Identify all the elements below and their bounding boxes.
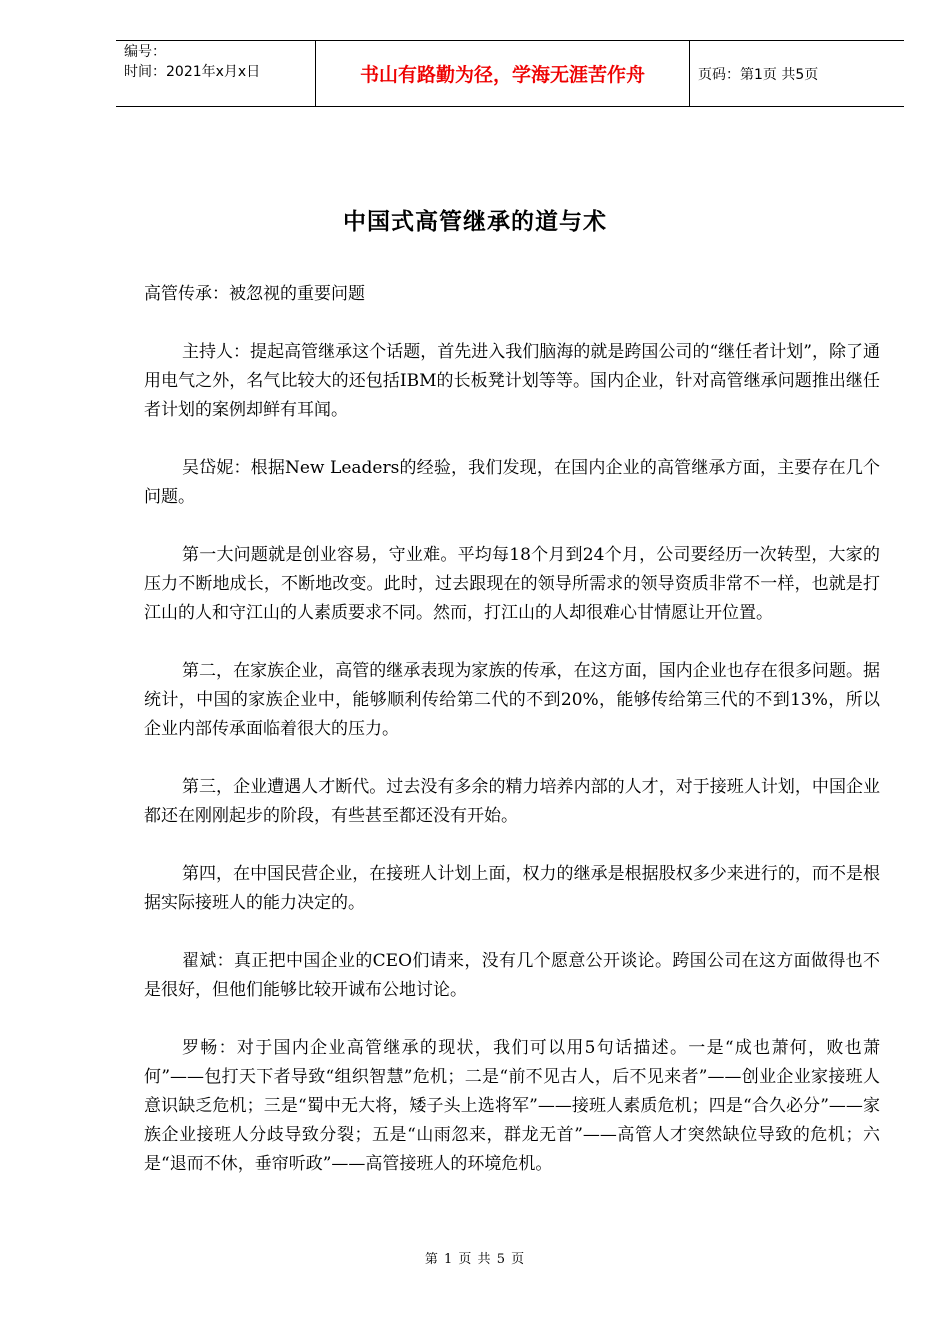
header-motto: 书山有路勤为径，学海无涯苦作舟	[316, 41, 690, 106]
page-footer: 第 1 页 共 5 页	[424, 1252, 526, 1267]
header-date: 时间：2021年x月x日	[124, 64, 261, 80]
header-page-info: 页码：第1页 共5页	[698, 66, 819, 83]
paragraph: 罗畅：对于国内企业高管继承的现状，我们可以用5句话描述。一是“成也萧何，败也萧何”——包打天下者导致“组织智慧”危机；二是“前不见古人，后不见来者”——创业企业家接班人意识缺乏危机；三是“蜀中无大将，矮子头上选将军”——接班人素质危机；四是“合久必分”——家族企业接班人分歧导致分裂；五是“山雨忽来，群龙无首”——高管人才突然缺位导致的危机；六是“退而不休，垂帘听政”——高管接班人的环境危机。	[144, 1038, 880, 1174]
paragraph: 第二，在家族企业，高管的继承表现为家族的传承，在这方面，国内企业也存在很多问题。据统计，中国的家族企业中，能够顺利传给第二代的不到20%，能够传给第三代的不到13%，所以企业内部传承面临着很大的压力。	[144, 661, 880, 739]
paragraph: 第四，在中国民营企业，在接班人计划上面，权力的继承是根据股权多少来进行的，而不是根据实际接班人的能力决定的。	[144, 864, 880, 913]
paragraph: 第一大问题就是创业容易，守业难。平均每18个月到24个月，公司要经历一次转型，大家的压力不断地成长，不断地改变。此时，过去跟现在的领导所需求的领导资质非常不一样，也就是打江山的人和守江山的人素质要求不同。然而，打江山的人却很难心甘情愿让开位置。	[144, 545, 880, 623]
page-header	[116, 40, 904, 107]
header-number-label: 编号：	[124, 44, 166, 60]
paragraph: 吴岱妮：根据New Leaders的经验，我们发现，在国内企业的高管继承方面，主要存在几个问题。	[144, 458, 880, 507]
paragraph: 翟斌：真正把中国企业的CEO们请来，没有几个愿意公开谈论。跨国公司在这方面做得也不是很好，但他们能够比较开诚布公地讨论。	[144, 951, 880, 1000]
paragraph: 主持人：提起高管继承这个话题，首先进入我们脑海的就是跨国公司的“继任者计划”，除了通用电气之外，名气比较大的还包括IBM的长板凳计划等等。国内企业，针对高管继承问题推出继任者计划的案例却鲜有耳闻。	[144, 342, 880, 420]
header-meta	[116, 41, 316, 106]
section-subheading: 高管传承：被忽视的重要问题	[144, 284, 365, 304]
paragraph: 第三，企业遭遇人才断代。过去没有多余的精力培养内部的人才，对于接班人计划，中国企业都还在刚刚起步的阶段，有些甚至都还没有开始。	[144, 777, 880, 826]
document-title: 中国式高管继承的道与术	[343, 209, 607, 235]
document-body	[144, 280, 880, 1208]
